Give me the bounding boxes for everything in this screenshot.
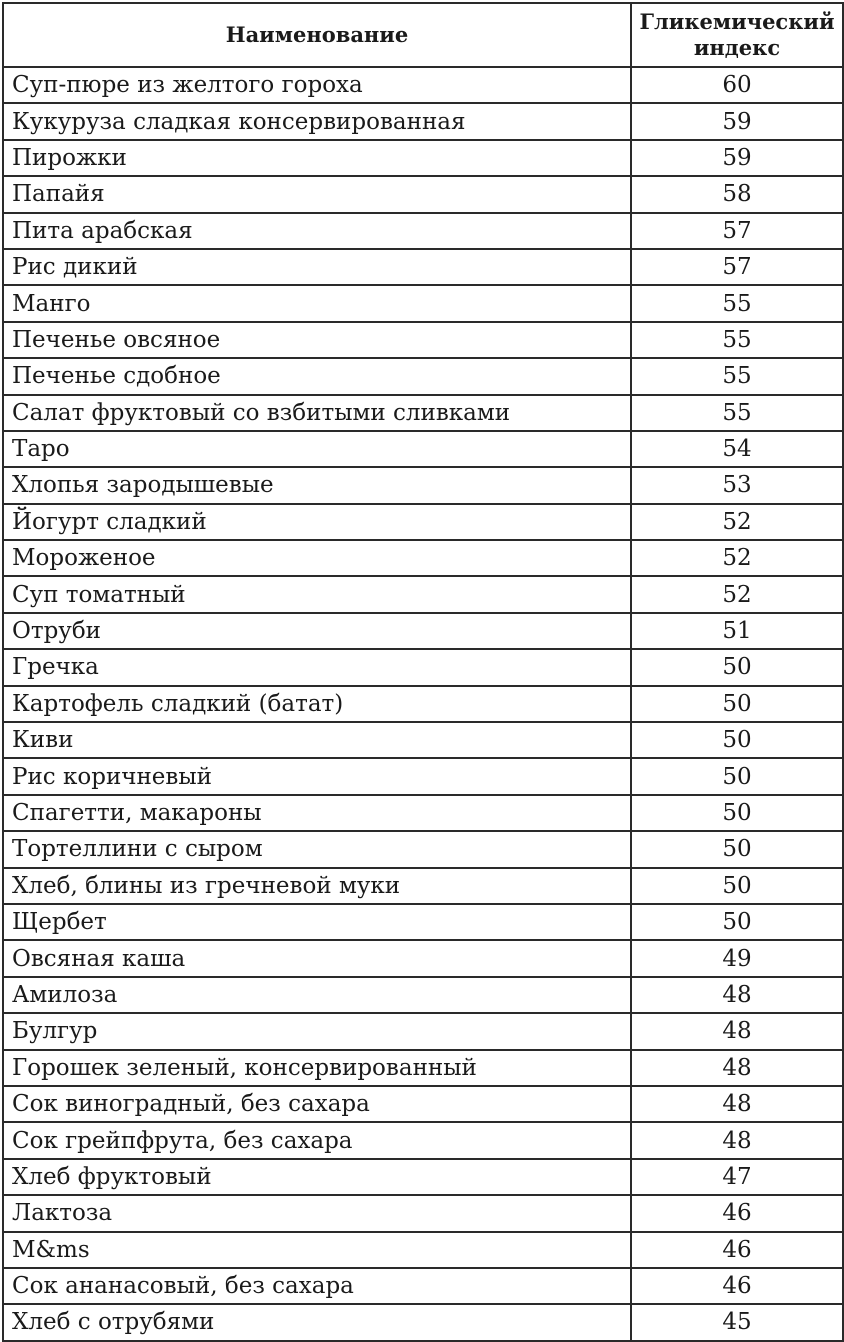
product-name-cell: Киви (3, 722, 631, 758)
glycemic-index-cell: 50 (631, 795, 843, 831)
glycemic-index-cell: 48 (631, 977, 843, 1013)
product-name-cell: Пита арабская (3, 213, 631, 249)
table-row (3, 831, 843, 867)
table-row (3, 176, 843, 212)
product-name-cell: Сок виноградный, без сахара (3, 1086, 631, 1122)
glycemic-index-cell: 53 (631, 467, 843, 503)
product-name-cell: Суп томатный (3, 576, 631, 612)
product-name-cell: Лактоза (3, 1195, 631, 1231)
glycemic-index-cell: 52 (631, 504, 843, 540)
table-row (3, 322, 843, 358)
table-row (3, 213, 843, 249)
table-row (3, 285, 843, 321)
glycemic-index-cell: 45 (631, 1304, 843, 1340)
glycemic-index-cell: 55 (631, 285, 843, 321)
product-name-cell: Печенье овсяное (3, 322, 631, 358)
glycemic-index-cell: 48 (631, 1086, 843, 1122)
glycemic-index-cell: 55 (631, 322, 843, 358)
product-name-cell: M&ms (3, 1232, 631, 1268)
table-row (3, 140, 843, 176)
product-name-cell: Гречка (3, 649, 631, 685)
product-name-cell: Сок грейпфрута, без сахара (3, 1122, 631, 1158)
table-row (3, 358, 843, 394)
table-body (3, 67, 843, 1341)
table-row (3, 613, 843, 649)
column-header-index: Гликемический индекс (631, 3, 843, 67)
glycemic-index-cell: 50 (631, 649, 843, 685)
table-row (3, 977, 843, 1013)
table-row (3, 1268, 843, 1304)
product-name-cell: Хлеб, блины из гречневой муки (3, 868, 631, 904)
column-header-name: Наименование (3, 3, 631, 67)
table-header (3, 3, 843, 67)
product-name-cell: Спагетти, макароны (3, 795, 631, 831)
product-name-cell: Хлеб фруктовый (3, 1159, 631, 1195)
table-row (3, 395, 843, 431)
glycemic-index-cell: 48 (631, 1050, 843, 1086)
glycemic-index-cell: 50 (631, 904, 843, 940)
glycemic-index-cell: 50 (631, 758, 843, 794)
table-row (3, 103, 843, 139)
product-name-cell: Рис коричневый (3, 758, 631, 794)
glycemic-index-cell: 60 (631, 67, 843, 103)
header-row (3, 3, 843, 67)
table-row (3, 67, 843, 103)
product-name-cell: Мороженое (3, 540, 631, 576)
glycemic-index-cell: 55 (631, 395, 843, 431)
glycemic-index-cell: 47 (631, 1159, 843, 1195)
glycemic-index-cell: 59 (631, 103, 843, 139)
product-name-cell: Хлопья зародышевые (3, 467, 631, 503)
table-row (3, 1159, 843, 1195)
table-row (3, 431, 843, 467)
product-name-cell: Хлеб с отрубями (3, 1304, 631, 1340)
table-row (3, 1086, 843, 1122)
table-row (3, 249, 843, 285)
table-row (3, 540, 843, 576)
glycemic-index-cell: 50 (631, 868, 843, 904)
table-row (3, 758, 843, 794)
table-row (3, 1013, 843, 1049)
table-row (3, 686, 843, 722)
glycemic-index-cell: 46 (631, 1232, 843, 1268)
product-name-cell: Суп-пюре из желтого гороха (3, 67, 631, 103)
glycemic-index-cell: 52 (631, 576, 843, 612)
product-name-cell: Папайя (3, 176, 631, 212)
glycemic-index-cell: 50 (631, 686, 843, 722)
glycemic-index-cell: 48 (631, 1122, 843, 1158)
product-name-cell: Щербет (3, 904, 631, 940)
glycemic-index-cell: 52 (631, 540, 843, 576)
product-name-cell: Печенье сдобное (3, 358, 631, 394)
product-name-cell: Сок ананасовый, без сахара (3, 1268, 631, 1304)
product-name-cell: Овсяная каша (3, 940, 631, 976)
glycemic-index-cell: 46 (631, 1268, 843, 1304)
table-row (3, 1122, 843, 1158)
product-name-cell: Картофель сладкий (батат) (3, 686, 631, 722)
table-row (3, 1195, 843, 1231)
glycemic-index-cell: 48 (631, 1013, 843, 1049)
product-name-cell: Рис дикий (3, 249, 631, 285)
product-name-cell: Кукуруза сладкая консервированная (3, 103, 631, 139)
glycemic-index-cell: 59 (631, 140, 843, 176)
table-row (3, 649, 843, 685)
table-row (3, 940, 843, 976)
product-name-cell: Пирожки (3, 140, 631, 176)
product-name-cell: Горошек зеленый, консервированный (3, 1050, 631, 1086)
table-row (3, 1232, 843, 1268)
table-row (3, 576, 843, 612)
table-row (3, 504, 843, 540)
glycemic-index-cell: 50 (631, 831, 843, 867)
product-name-cell: Таро (3, 431, 631, 467)
table-row (3, 1050, 843, 1086)
glycemic-index-cell: 50 (631, 722, 843, 758)
glycemic-index-table (2, 2, 844, 1342)
product-name-cell: Салат фруктовый со взбитыми сливками (3, 395, 631, 431)
glycemic-index-cell: 57 (631, 213, 843, 249)
glycemic-index-cell: 54 (631, 431, 843, 467)
product-name-cell: Булгур (3, 1013, 631, 1049)
product-name-cell: Йогурт сладкий (3, 504, 631, 540)
glycemic-index-cell: 55 (631, 358, 843, 394)
product-name-cell: Амилоза (3, 977, 631, 1013)
glycemic-index-cell: 46 (631, 1195, 843, 1231)
table-row (3, 868, 843, 904)
table-row (3, 904, 843, 940)
glycemic-index-cell: 51 (631, 613, 843, 649)
product-name-cell: Манго (3, 285, 631, 321)
glycemic-index-cell: 58 (631, 176, 843, 212)
table-row (3, 722, 843, 758)
product-name-cell: Тортеллини с сыром (3, 831, 631, 867)
table-row (3, 467, 843, 503)
glycemic-index-cell: 49 (631, 940, 843, 976)
table-row (3, 795, 843, 831)
table-row (3, 1304, 843, 1340)
product-name-cell: Отруби (3, 613, 631, 649)
glycemic-index-cell: 57 (631, 249, 843, 285)
